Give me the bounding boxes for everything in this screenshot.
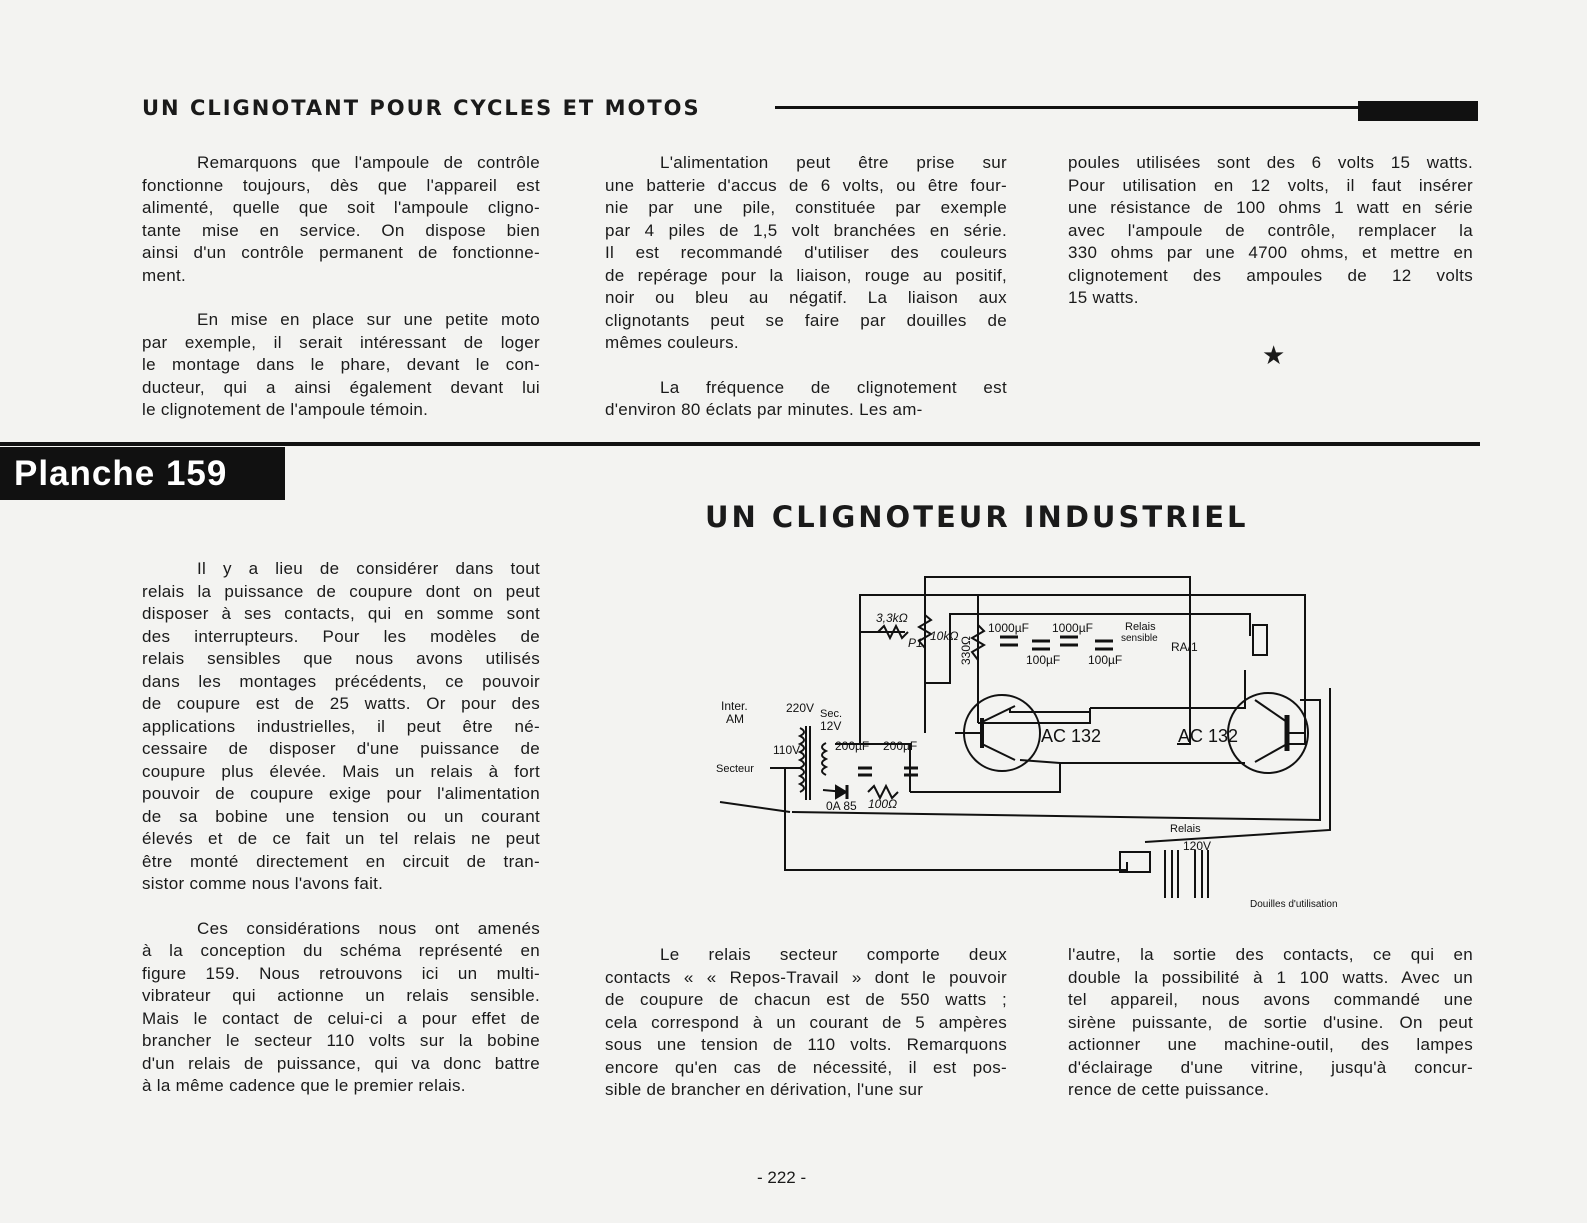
label-sec: Sec. [820, 708, 843, 720]
text-line: double la possibilité à 1 100 watts. Avec un [1068, 967, 1473, 987]
text-line: alimenté, quelle que soit l'ampoule cligno- [142, 198, 540, 217]
label-120v: 120V [1183, 839, 1212, 853]
text-line: clignotement des ampoules de 12 volts [1068, 265, 1473, 285]
text-line: sous une tension de 110 volts. Remarquons [605, 1035, 1007, 1054]
text-line: ment. [142, 265, 187, 285]
text-line: à la même cadence que le premier relais. [142, 1076, 466, 1095]
text-line: figure 159. Nous retrouvons ici un multi- [142, 963, 540, 983]
text-line: l'autre, la sortie des contacts, ce qui en [1068, 945, 1473, 964]
text-line: élevés et de ce fait un tel relais ne peut [142, 829, 540, 848]
label-sensible: sensible [1121, 633, 1158, 644]
text-line: En mise en place sur une petite moto [197, 310, 540, 329]
text-line: par exemple, il serait intéressant de loger [142, 332, 540, 352]
text-line: Mais le contact de celui-ci a pour effet de [142, 1008, 540, 1028]
text-line: L'alimentation peut être prise sur [660, 153, 1007, 172]
text-line: d'éclairage d'une vitrine, jusqu'à concur- [1068, 1057, 1473, 1077]
text-line: coupure plus élevée. Mais un relais à fort [142, 761, 540, 781]
capacitor [1032, 641, 1050, 649]
text-line: ducteur, qui a ainsi également devant lui [142, 377, 540, 397]
capacitor [1060, 637, 1078, 645]
text-line: La fréquence de clignotement est [660, 377, 1007, 397]
output-sockets [1165, 850, 1208, 898]
text-line: poules utilisées sont des 6 volts 15 watts. [1068, 153, 1473, 172]
label-ac132-2: AC 132 [1178, 726, 1239, 746]
text-line: d'un relais de puissance, qui va donc battre [142, 1053, 540, 1073]
wire [785, 768, 1127, 870]
text-line: Remarquons que l'ampoule de contrôle [197, 153, 540, 172]
text-line: avec l'ampoule de contrôle, remplacer la [1068, 220, 1473, 240]
wire [1020, 760, 1245, 763]
text-line: Il y a lieu de considérer dans tout [197, 559, 540, 578]
label-ra1: RA/1 [1171, 640, 1198, 654]
text-line: le montage dans le phare, devant le con- [142, 355, 540, 374]
text-line: le clignotement de l'ampoule témoin. [142, 400, 429, 419]
text-line: clignotants peut se faire par douilles de [605, 310, 1007, 330]
paragraph-gap [605, 355, 1007, 377]
text-line: cessaire de disposer d'une puissance de [142, 739, 540, 758]
text-line: relais la puissance de coupure dont on peut [142, 581, 540, 601]
wire [720, 802, 790, 812]
text-line: Le relais secteur comporte deux [660, 945, 1007, 964]
text-line: une résistance de 100 ohms 1 watt en série [1068, 198, 1473, 217]
text-line: brancher le secteur 110 volts sur la bobine [142, 1031, 540, 1050]
text-line: d'environ 80 éclats par minutes. Les am- [605, 400, 923, 419]
paragraph-gap [142, 287, 540, 309]
text-line: sistor comme nous l'avons fait. [142, 874, 384, 893]
label-100uf-1: 100µF [1026, 653, 1061, 667]
label-relais-120: Relais [1170, 823, 1201, 835]
bottom-column-3 [1068, 944, 1473, 1102]
text-line: 15 watts. [1068, 288, 1139, 307]
capacitor [858, 768, 872, 775]
circuit-schematic [700, 560, 1360, 910]
label-inter: Inter. [721, 699, 748, 713]
wire [1010, 708, 1090, 712]
text-line: fonctionne toujours, dès que l'appareil est [142, 175, 540, 195]
text-line: sirène puissante, de sortie d'usine. On peut [1068, 1012, 1473, 1032]
text-line: applications industrielles, il peut être né- [142, 716, 540, 736]
label-douilles: Douilles d'utilisation [1250, 899, 1338, 910]
star-ornament: ★ [1262, 340, 1286, 370]
bottom-column-1 [142, 558, 540, 1098]
text-line: pouvoir de coupure exige pour l'alimentation [142, 784, 540, 803]
text-line: de coupure de chacun est de 550 watts ; [605, 990, 1007, 1009]
text-line: vibrateur qui actionne un relais sensible. [142, 986, 540, 1005]
header-rule-block [1358, 101, 1478, 121]
text-line: rence de cette puissance. [1068, 1080, 1270, 1099]
paragraph-gap [142, 896, 540, 918]
bottom-column-2 [605, 944, 1007, 1102]
label-diode: 0A 85 [826, 799, 857, 813]
text-line: cela correspond à un courant de 5 ampères [605, 1012, 1007, 1032]
label-200uf-1: 200µF [835, 739, 870, 753]
text-line: mêmes couleurs. [605, 333, 739, 352]
text-line: Ces considérations nous ont amenés [197, 918, 540, 938]
label-secteur: Secteur [716, 763, 754, 775]
wire [1090, 670, 1245, 708]
label-1000uf-2: 1000µF [1052, 621, 1093, 635]
text-line: Pour utilisation en 12 volts, il faut insérer [1068, 175, 1473, 195]
top-column-3 [1068, 152, 1473, 310]
article-title: UN CLIGNOTANT POUR CYCLES ET MOTOS [142, 96, 701, 120]
text-line: à la conception du schéma représenté en [142, 941, 540, 960]
text-line: relais sensibles que nous avons utilisés [142, 649, 540, 668]
label-p1: P1 [908, 636, 923, 650]
text-line: par 4 piles de 1,5 volt branchées en série. [605, 220, 1007, 240]
text-line: disposer à ses contacts, qui en somme sont [142, 604, 540, 623]
text-line: être monté directement en circuit de tran- [142, 851, 540, 871]
text-line: noir ou bleu au négatif. La liaison aux [605, 288, 1007, 307]
transformer [800, 726, 826, 800]
capacitor [1095, 641, 1113, 649]
label-relais-sensible: Relais [1125, 621, 1156, 633]
label-100uf-2: 100µF [1088, 653, 1123, 667]
label-330-ohm: 330Ω [959, 636, 973, 665]
label-200uf-2: 200µF [883, 739, 918, 753]
label-100-ohm: 100Ω [868, 797, 898, 811]
label-10k: 10kΩ [930, 629, 959, 643]
section-title: UN CLIGNOTEUR INDUSTRIEL [705, 500, 1249, 534]
label-110v: 110V [773, 743, 801, 757]
text-line: de coupure est de 25 watts. Or pour des [142, 694, 540, 713]
text-line: nie par une pile, constituée par exemple [605, 198, 1007, 217]
text-line: encore qu'en cas de nécessité, il est pos- [605, 1057, 1007, 1077]
header-rule [775, 106, 1360, 109]
text-line: 330 ohms par une 4700 ohms, et mettre en [1068, 243, 1473, 262]
text-line: tante mise en service. On dispose bien [142, 220, 540, 240]
text-line: des interrupteurs. Pour les modèles de [142, 626, 540, 646]
label-ac132-1: AC 132 [1041, 726, 1102, 746]
label-am: AM [726, 712, 744, 726]
text-line: tel appareil, nous avons commandé une [1068, 990, 1473, 1009]
text-line: de repérage pour la liaison, rouge au positif, [605, 265, 1007, 285]
text-line: de sa bobine une tension ou un courant [142, 806, 540, 826]
label-3-3k: 3,3kΩ [876, 611, 908, 625]
capacitor [1000, 637, 1018, 645]
diode [836, 786, 846, 798]
text-line: ainsi d'un contrôle permanent de fonctionne- [142, 243, 540, 262]
section-divider [0, 442, 1480, 446]
text-line: dans les montages précédents, ce pouvoir [142, 671, 540, 691]
label-1000uf-1: 1000µF [988, 621, 1029, 635]
text-line: contacts « « Repos-Travail » dont le pouvoir [605, 967, 1007, 987]
planche-label: Planche 159 [0, 447, 285, 500]
relay-sensitive-coil [1253, 625, 1267, 655]
top-column-2 [605, 152, 1007, 422]
label-220v: 220V [786, 701, 815, 715]
label-12v: 12V [820, 719, 842, 733]
text-line: une batterie d'accus de 6 volts, ou être four- [605, 175, 1007, 195]
page-number: - 222 - [757, 1168, 807, 1187]
text-line: actionner une machine-outil, des lampes [1068, 1035, 1473, 1054]
text-line: sible de brancher en dérivation, l'une sur [605, 1080, 924, 1099]
top-column-1 [142, 152, 540, 422]
text-line: Il est recommandé d'utiliser des couleurs [605, 243, 1007, 262]
